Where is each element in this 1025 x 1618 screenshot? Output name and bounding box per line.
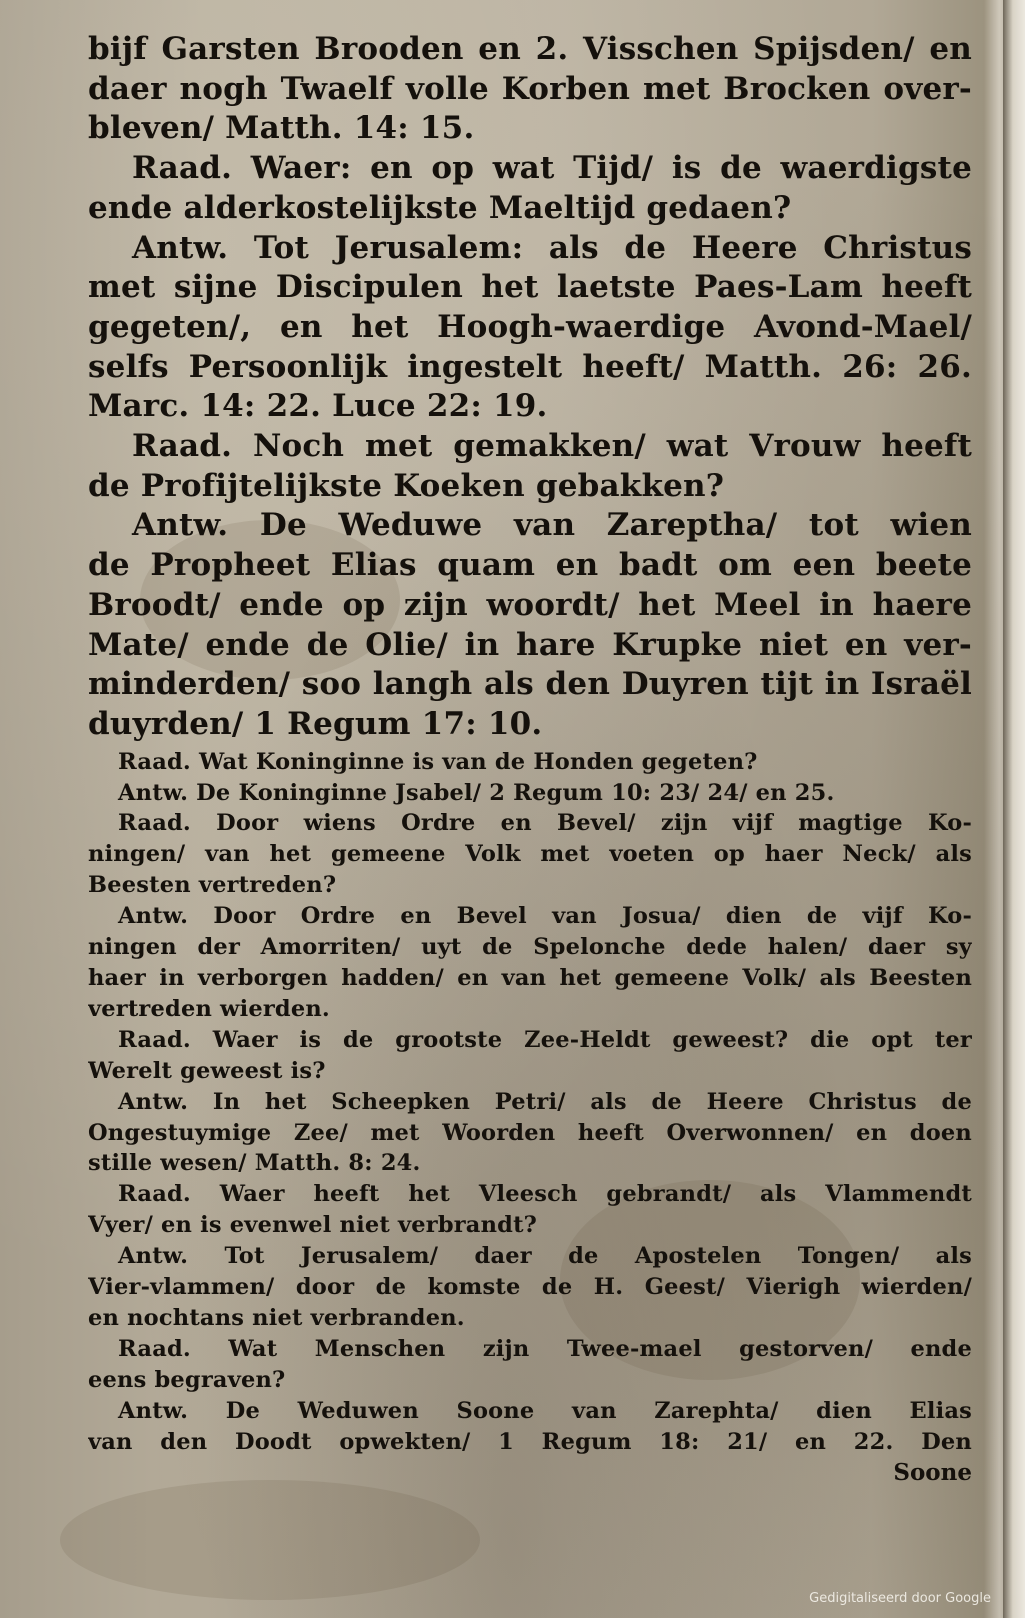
text-line: Antw. De Weduwe van Zareptha/ tot wien bbox=[132, 507, 972, 544]
text-line: Werelt geweest is? bbox=[88, 1057, 326, 1084]
text-line: Raad. Waer heeft het Vleesch gebrandt/ als Vlammendt bbox=[118, 1181, 972, 1208]
text-line: van den Doodt opwekten/ 1 Regum 18: 21/ en 22. Den bbox=[88, 1428, 972, 1455]
text-line: Raad. Noch met gemakken/ wat Vrouw heeft bbox=[132, 428, 972, 465]
text-line: minderden/ soo langh als den Duyren tijt in Israël bbox=[88, 666, 972, 703]
large-type-section bbox=[88, 30, 972, 745]
text-line: Raad. Door wiens Ordre en Bevel/ zijn vijf magtige Ko- bbox=[118, 810, 972, 837]
text-line: Raad. Waer: en op wat Tijd/ is de waerdigste bbox=[132, 150, 972, 187]
paper-stain bbox=[60, 1480, 480, 1600]
text-line: bijf Garsten Brooden en 2. Visschen Spijsden/ en bbox=[88, 31, 972, 67]
text-line: de Profijtelijkste Koeken gebakken? bbox=[88, 467, 725, 504]
digitization-watermark: Gedigitaliseerd door Google bbox=[809, 1591, 991, 1606]
text-line: stille wesen/ Matth. 8: 24. bbox=[88, 1150, 421, 1177]
text-line: ningen der Amorriten/ uyt de Spelonche dede halen/ daer sy bbox=[88, 934, 972, 961]
text-line: met sijne Discipulen het laetste Paes-Lam heeft bbox=[88, 269, 972, 306]
text-line: Raad. Waer is de grootste Zee-Heldt geweest? die opt ter bbox=[118, 1026, 972, 1053]
text-line: Marc. 14: 22. Luce 22: 19. bbox=[88, 388, 548, 425]
text-line: Antw. In het Scheepken Petri/ als de Heere Christus de bbox=[118, 1088, 972, 1115]
text-line: Vier-vlammen/ door de komste de H. Geest/ Vierigh wierden/ bbox=[88, 1274, 972, 1301]
text-line: Antw. De Koninginne Jsabel/ 2 Regum 10: 23/ 24/ en 25. bbox=[118, 779, 835, 806]
text-line: Vyer/ en is evenwel niet verbrandt? bbox=[88, 1212, 538, 1239]
text-line: Antw. De Weduwen Soone van Zarephta/ dien Elias bbox=[118, 1397, 972, 1424]
text-line: haer in verborgen hadden/ en van het gemeene Volk/ als Beesten bbox=[88, 965, 972, 991]
text-line: Antw. Tot Jerusalem: als de Heere Christus bbox=[132, 229, 972, 266]
text-line: daer nogh Twaelf volle Korben met Brocken over- bbox=[88, 70, 972, 107]
text-line: gegeten/, en het Hoogh-waerdige Avond-Mael/ bbox=[88, 308, 972, 345]
text-line: Broodt/ ende op zijn woordt/ het Meel in haere bbox=[88, 586, 972, 623]
text-line: eens begraven? bbox=[88, 1366, 286, 1393]
text-line: Ongestuymige Zee/ met Woorden heeft Overwonnen/ en doen bbox=[88, 1119, 972, 1146]
text-line: bleven/ Matth. 14: 15. bbox=[88, 110, 475, 147]
catchword: Soone bbox=[893, 1458, 972, 1486]
text-line: de Propheet Elias quam en badt om een beete bbox=[88, 547, 972, 584]
text-line: duyrden/ 1 Regum 17: 10. bbox=[88, 705, 543, 742]
text-line: vertreden wierden. bbox=[88, 995, 330, 1022]
text-line: selfs Persoonlijk ingestelt heeft/ Matth. 26: 26. bbox=[88, 348, 972, 385]
text-line: ningen/ van het gemeene Volk met voeten op haer Neck/ als bbox=[88, 841, 972, 868]
text-line: Beesten vertreden? bbox=[88, 872, 337, 899]
text-line: en nochtans niet verbranden. bbox=[88, 1304, 465, 1331]
small-type-section bbox=[88, 747, 972, 1488]
text-line: Raad. Wat Menschen zijn Twee-mael gestorven/ ende bbox=[118, 1335, 972, 1362]
page-text bbox=[88, 30, 972, 1488]
text-line: Mate/ ende de Olie/ in hare Krupke niet en ver- bbox=[88, 626, 972, 663]
text-line: Antw. Door Ordre en Bevel van Josua/ dien de vijf Ko- bbox=[118, 903, 972, 930]
text-line: Raad. Wat Koninginne is van de Honden gegeten? bbox=[118, 748, 758, 775]
text-line: Antw. Tot Jerusalem/ daer de Apostelen Tongen/ als bbox=[118, 1243, 972, 1270]
page-gutter bbox=[1003, 0, 1025, 1618]
text-line: ende alderkostelijkste Maeltijd gedaen? bbox=[88, 189, 792, 226]
